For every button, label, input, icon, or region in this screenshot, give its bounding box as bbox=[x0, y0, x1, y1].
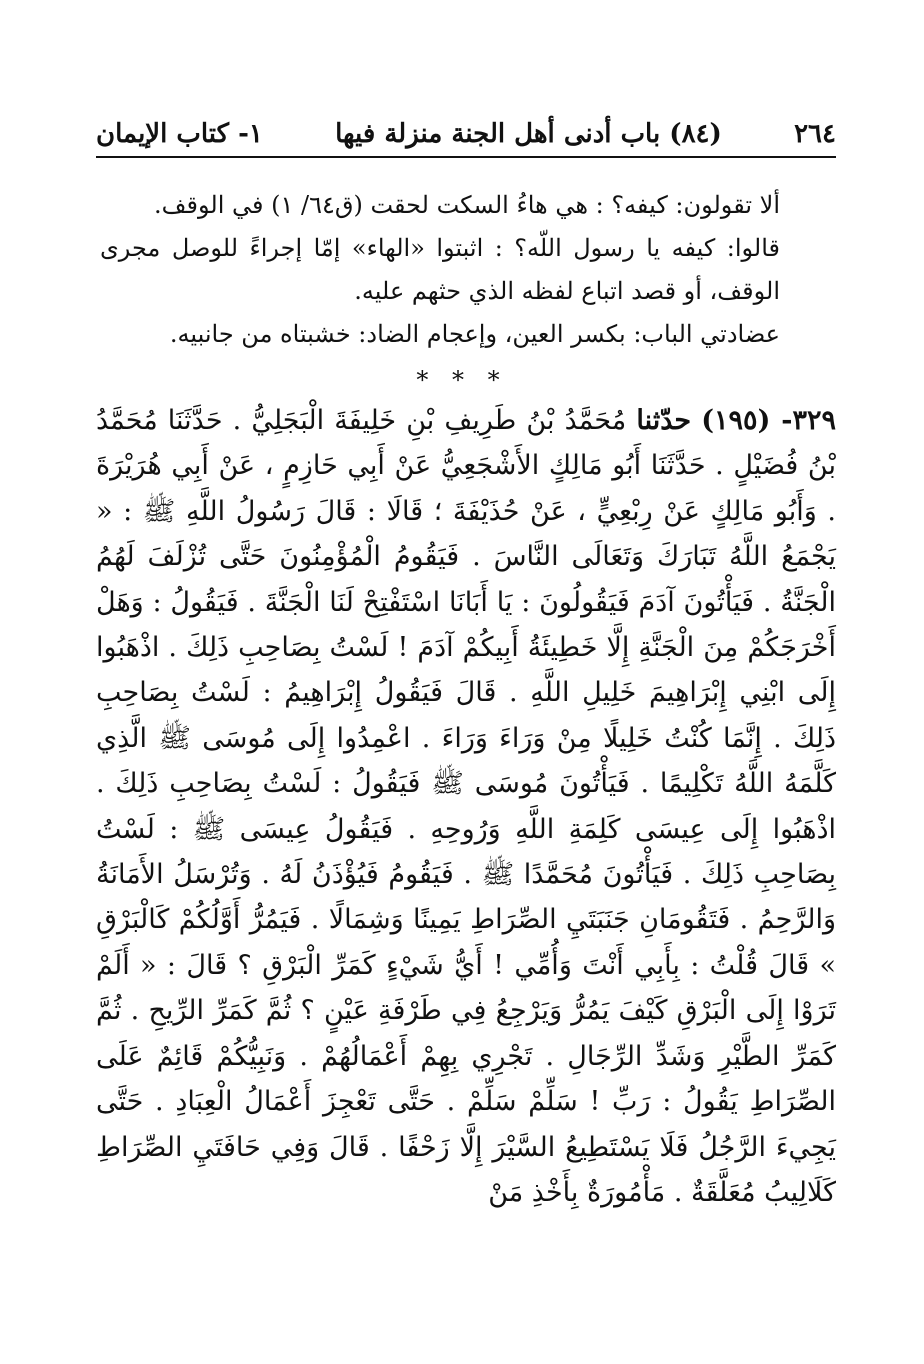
header-divider bbox=[96, 156, 836, 158]
footnotes-block bbox=[100, 184, 780, 356]
note-paragraph: عضادتي الباب: بكسر العين، وإعجام الضاد: خشبتاه من جانبيه. bbox=[169, 320, 780, 348]
page-header bbox=[96, 112, 836, 156]
note-paragraph: قالوا: كيفه يا رسول اللّه؟ : اثبتوا «الهاء» إمّا إجراءً للوصل مجرى الوقف، أو قصد اتباع لفظه الذي حثهم عليه. bbox=[100, 234, 780, 305]
note-paragraph: ألا تقولون: كيفه؟ : هي هاءُ السكت لحقت (ق٦٤/ ١) في الوقف. bbox=[154, 191, 780, 219]
chapter-title: (٨٤) باب أدنى أهل الجنة منزلة فيها bbox=[335, 119, 722, 149]
page-number: ٢٦٤ bbox=[794, 119, 836, 149]
hadith-text: مُحَمَّدُ بْنُ طَرِيفِ بْنِ خَلِيفَةَ الْبَجَلِيُّ . حَدَّثَنَا مُحَمَّدُ بْنُ فُضَيْلٍ . حَدَّثَنَا أَبُو مَالِكٍ الأَشْجَعِيُّ عَنْ أَبِي حَازِمٍ ، عَنْ أَبِي هُرَيْرَةَ . وَأَبُو مَالِكٍ عَنْ رِبْعِيٍّ ، عَنْ حُذَيْفَةَ ؛ قَالَا : قَالَ رَسُولُ اللَّهِ ﷺ : « يَجْمَعُ اللَّهُ تَبَارَكَ وَتَعَالَى النَّاسَ . فَيَقُومُ الْمُؤْمِنُونَ حَتَّى تُزْلَفَ لَهُمُ الْجَنَّةُ . فَيَأْتُونَ آدَمَ فَيَقُولُونَ : يَا أَبَانَا اسْتَفْتِحْ لَنَا الْجَنَّةَ . فَيَقُولُ : وَهَلْ أَخْرَجَكُمْ مِنَ الْجَنَّةِ إِلَّا خَطِيئَةُ أَبِيكُمْ آدَمَ ! لَسْتُ بِصَاحِبِ ذَلِكَ . اذْهَبُوا إِلَى ابْنِي إِبْرَاهِيمَ خَلِيلِ اللَّهِ . قَالَ فَيَقُولُ إِبْرَاهِيمُ : لَسْتُ بِصَاحِبِ ذَلِكَ . إِنَّمَا كُنْتُ خَلِيلًا مِنْ وَرَاءَ وَرَاءَ . اعْمِدُوا إِلَى مُوسَى ﷺ الَّذِي كَلَّمَهُ اللَّهُ تَكْلِيمًا . فَيَأْتُونَ مُوسَى ﷺ فَيَقُولُ : لَسْتُ بِصَاحِبِ ذَلِكَ . اذْهَبُوا إِلَى عِيسَى كَلِمَةِ اللَّهِ وَرُوحِهِ . فَيَقُولُ عِيسَى ﷺ : لَسْتُ بِصَاحِبِ ذَلِكَ . فَيَأْتُونَ مُحَمَّدًا ﷺ . فَيَقُومُ فَيُؤْذَنُ لَهُ . وَتُرْسَلُ الأَمَانَةُ وَالرَّحِمُ . فَتَقُومَانِ جَنَبَتَيِ الصِّرَاطِ يَمِينًا وَشِمَالًا . فَيَمُرُّ أَوَّلُكُمْ كَالْبَرْقِ » قَالَ قُلْتُ : بِأَبِي أَنْتَ وَأُمِّي ! أَيُّ شَيْءٍ كَمَرِّ الْبَرْقِ ؟ قَالَ : « أَلَمْ تَرَوْا إِلَى الْبَرْقِ كَيْفَ يَمُرُّ وَيَرْجِعُ فِي طَرْفَةِ عَيْنٍ ؟ ثُمَّ كَمَرِّ الرِّيحِ . ثُمَّ كَمَرِّ الطَّيْرِ وَشَدِّ الرِّجَالِ . تَجْرِي بِهِمْ أَعْمَالُهُمْ . وَنَبِيُّكُمْ قَائِمٌ عَلَى الصِّرَاطِ يَقُولُ : رَبِّ ! سَلِّمْ سَلِّمْ . حَتَّى تَعْجِزَ أَعْمَالُ الْعِبَادِ . حَتَّى يَجِيءَ الرَّجُلُ فَلَا يَسْتَطِيعُ السَّيْرَ إِلَّا زَحْفًا . قَالَ وَفِي حَافَتَيِ الصِّرَاطِ كَلَالِيبُ مُعَلَّقَةٌ . مَأْمُورَةٌ بِأَخْذِ مَنْ bbox=[96, 405, 836, 1208]
section-separator: * * * bbox=[416, 366, 508, 394]
book-title: ١- كتاب الإيمان bbox=[96, 119, 263, 149]
hadith-lead: حدّثنا bbox=[636, 405, 692, 436]
hadith-number: ٣٢٩- (١٩٥) bbox=[701, 405, 836, 436]
hadith-paragraph bbox=[96, 398, 836, 1215]
